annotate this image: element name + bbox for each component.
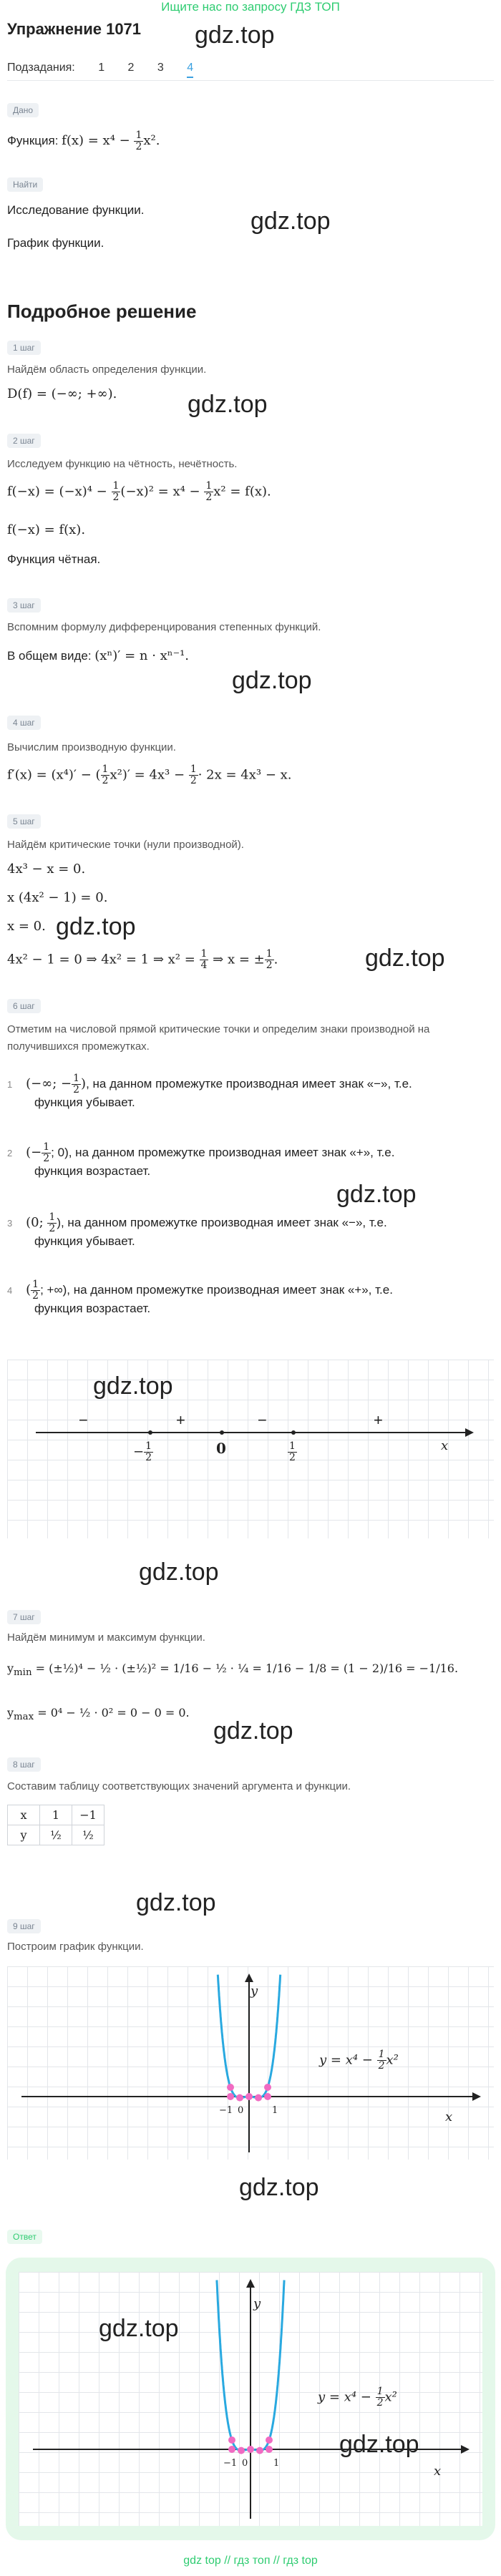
table-cell: ½ <box>40 1825 72 1845</box>
graph-point <box>236 2094 243 2102</box>
solution-title: Подробное решение <box>7 301 197 322</box>
step-4-tag: 4 шаг <box>7 716 41 730</box>
step-6-desc-1: Отметим на числовой прямой критические точки и определим знаки производной на <box>7 1023 430 1035</box>
step-3-line: В общем виде: (xⁿ)′ = n · xⁿ⁻¹. <box>7 648 190 663</box>
subtask-tab-2[interactable]: 2 <box>127 62 135 74</box>
watermark: gdz.top <box>195 21 275 49</box>
graph-point <box>228 2446 235 2453</box>
watermark: gdz.top <box>232 667 312 694</box>
step-2-formula-2: f(−x) = f(x). <box>7 522 86 537</box>
step-5-line-4: 4x² − 1 = 0 ⇒ 4x² = 1 ⇒ x² = $\frac{1}{4}$ ⇒ x = ± $\frac{1}{2}$ . <box>7 948 278 971</box>
subtask-tab-4[interactable]: 4 <box>187 62 193 78</box>
interval-item-2: 2 (− $\frac{1}{2}$ ; 0), на данном промежутке производная имеет знак «+», т.е. функция возрастает. <box>7 1141 395 1178</box>
x-axis-arrow <box>461 2445 470 2454</box>
step-2-desc: Исследуем функцию на чётность, нечётность. <box>7 458 238 470</box>
subtask-tab-3[interactable]: 3 <box>157 62 164 74</box>
watermark: gdz.top <box>56 913 136 940</box>
tick-1: 1 <box>272 2105 278 2116</box>
sign-3: − <box>258 1411 267 1429</box>
top-banner[interactable]: Ищите нас по запросу ГДЗ ТОП <box>161 0 340 14</box>
table-cell: 1 <box>40 1805 72 1825</box>
graph-formula: y = x⁴ − $\frac{1}{2}$ x² <box>318 2386 397 2409</box>
step-3-desc: Вспомним формулу дифференцирования степенных функций. <box>7 621 321 633</box>
answer-box <box>6 2258 495 2540</box>
step-7-desc: Найдём минимум и максимум функции. <box>7 1631 205 1644</box>
y-axis-arrow <box>245 1974 253 1982</box>
step-1-tag: 1 шаг <box>7 341 41 355</box>
graph-formula: y = x⁴ − $\frac{1}{2}$ x² <box>319 2049 399 2072</box>
graph-point <box>245 2093 253 2100</box>
tick-0: 0 <box>242 2458 248 2469</box>
graph-point <box>227 2084 234 2091</box>
given-line: Функция: f(x) = x⁴ − $\frac{1}{2}$ x². <box>7 130 160 152</box>
table-cell: −1 <box>72 1805 104 1825</box>
step-6-desc-2: получившихся промежутках. <box>7 1040 150 1053</box>
y-axis-label: y <box>253 2296 261 2311</box>
find-line-1: Исследование функции. <box>7 203 145 217</box>
subtasks-row <box>7 62 213 78</box>
graph-point <box>255 2094 262 2102</box>
table-cell: y <box>8 1825 40 1845</box>
y-axis-arrow <box>246 2279 255 2288</box>
watermark: gdz.top <box>339 2431 419 2458</box>
step-7-ymin: $y_{min}$ = (±½)⁴ − ½ · (±½)² = 1/16 − ½ · ¼ = 1/16 − 1/8 = (1 − 2)/16 = −1/16. <box>7 1662 459 1679</box>
watermark: gdz.top <box>99 2315 179 2342</box>
number-line <box>7 1360 494 1538</box>
watermark: gdz.top <box>213 1717 293 1745</box>
step-9-tag: 9 шаг <box>7 1919 41 1933</box>
step-5-line-3: x = 0. <box>7 919 46 934</box>
page-title: Упражнение 1071 <box>7 20 142 38</box>
step-5-line-1: 4x³ − x = 0. <box>7 862 86 877</box>
y-axis-label: y <box>250 1984 258 1999</box>
graph-point <box>227 2093 234 2100</box>
interval-item-3: 3 (0; $\frac{1}{2}$ ), на данном промежутке производная имеет знак «−», т.е. функция убывает. <box>7 1211 387 1248</box>
step-4-formula: f′(x) = (x⁴)′ − ( $\frac{1}{2}$ x²)′ = 4x³ − $\frac{1}{2}$ · 2x = 4x³ − x. <box>7 763 292 786</box>
step-1-formula: D(f) = (−∞; +∞). <box>7 386 117 401</box>
subtask-tab-1[interactable]: 1 <box>98 62 105 74</box>
x-axis-label: x <box>441 1438 449 1453</box>
table-row <box>8 1825 104 1845</box>
sign-2: + <box>176 1411 185 1429</box>
step-2-formula-1: f(−x) = (−x)⁴ − $\frac{1}{2}$ (−x)² = x⁴ − $\frac{1}{2}$ x² = f(x). <box>7 480 271 503</box>
interval-item-1: 1 (−∞; − $\frac{1}{2}$ ), на данном промежутке производная имеет знак «−», т.е. функция убывает. <box>7 1073 412 1109</box>
divider <box>7 80 494 81</box>
tick-0: 0 <box>238 2105 244 2116</box>
answer-function-graph <box>19 2272 482 2526</box>
footer-links[interactable]: gdz top // гдз топ // гдз top <box>183 2555 318 2567</box>
answer-graph-panel <box>19 2272 482 2526</box>
graph-point <box>266 2446 273 2453</box>
tick-1: 1 <box>273 2458 280 2469</box>
graph-point <box>264 2084 271 2091</box>
step-2-conclusion: Функция чётная. <box>7 552 101 566</box>
graph-point <box>264 2093 271 2100</box>
graph-point <box>266 2436 273 2444</box>
step-7-tag: 7 шаг <box>7 1610 41 1624</box>
table-row <box>8 1805 104 1825</box>
find-tag: Найти <box>7 177 43 192</box>
watermark: gdz.top <box>136 1889 216 1916</box>
table-cell: ½ <box>72 1825 104 1845</box>
step-9-desc: Построим график функции. <box>7 1941 144 1953</box>
step-2-tag: 2 шаг <box>7 434 41 448</box>
x-axis-label: x <box>434 2464 442 2479</box>
subtasks-label: Подзадания: <box>7 62 75 74</box>
step-8-desc: Составим таблицу соответствующих значений аргумента и функции. <box>7 1780 351 1792</box>
step-8-tag: 8 шаг <box>7 1757 41 1772</box>
interval-item-4: 4 ( $\frac{1}{2}$ ; +∞), на данном промежутке производная имеет знак «+», т.е. функция возрастает. <box>7 1279 393 1315</box>
watermark: gdz.top <box>239 2174 319 2201</box>
sign-1: − <box>79 1411 88 1429</box>
number-line-panel <box>7 1360 494 1538</box>
watermark: gdz.top <box>250 208 331 235</box>
graph-point <box>238 2447 245 2454</box>
graph-point <box>247 2446 254 2453</box>
x-axis-arrow <box>472 2092 481 2101</box>
zero-label: 0 <box>216 1440 226 1457</box>
x-axis-label: x <box>445 2109 453 2124</box>
neg-half-label: − $\frac{1}{2}$ <box>133 1440 152 1463</box>
watermark: gdz.top <box>336 1181 417 1208</box>
step-5-line-2: x (4x² − 1) = 0. <box>7 890 108 905</box>
find-line-2: График функции. <box>7 236 104 250</box>
half-label: $\frac{1}{2}$ <box>289 1440 296 1463</box>
watermark: gdz.top <box>139 1558 219 1586</box>
tick-neg1: −1 <box>219 2105 233 2116</box>
step-6-tag: 6 шаг <box>7 999 41 1013</box>
graph-point <box>256 2447 263 2454</box>
watermark: gdz.top <box>188 391 268 418</box>
graph-point <box>228 2436 235 2444</box>
step-1-desc: Найдём область определения функции. <box>7 364 207 376</box>
step-5-tag: 5 шаг <box>7 814 41 829</box>
sign-4: + <box>374 1411 383 1429</box>
watermark: gdz.top <box>93 1372 173 1400</box>
watermark: gdz.top <box>365 945 445 972</box>
values-table <box>7 1805 104 1845</box>
graph-panel <box>7 1966 494 2160</box>
step-7-ymax: $y_{max} = 0^4$ − ½ · 0² = 0 − 0 = 0. <box>7 1706 190 1723</box>
step-4-desc: Вычислим производную функции. <box>7 741 176 753</box>
step-5-desc: Найдём критические точки (нули производной). <box>7 839 244 851</box>
answer-tag: Ответ <box>7 2230 42 2244</box>
table-cell: x <box>8 1805 40 1825</box>
tick-neg1: −1 <box>223 2458 238 2469</box>
step-3-tag: 3 шаг <box>7 598 41 613</box>
given-tag: Дано <box>7 103 39 117</box>
